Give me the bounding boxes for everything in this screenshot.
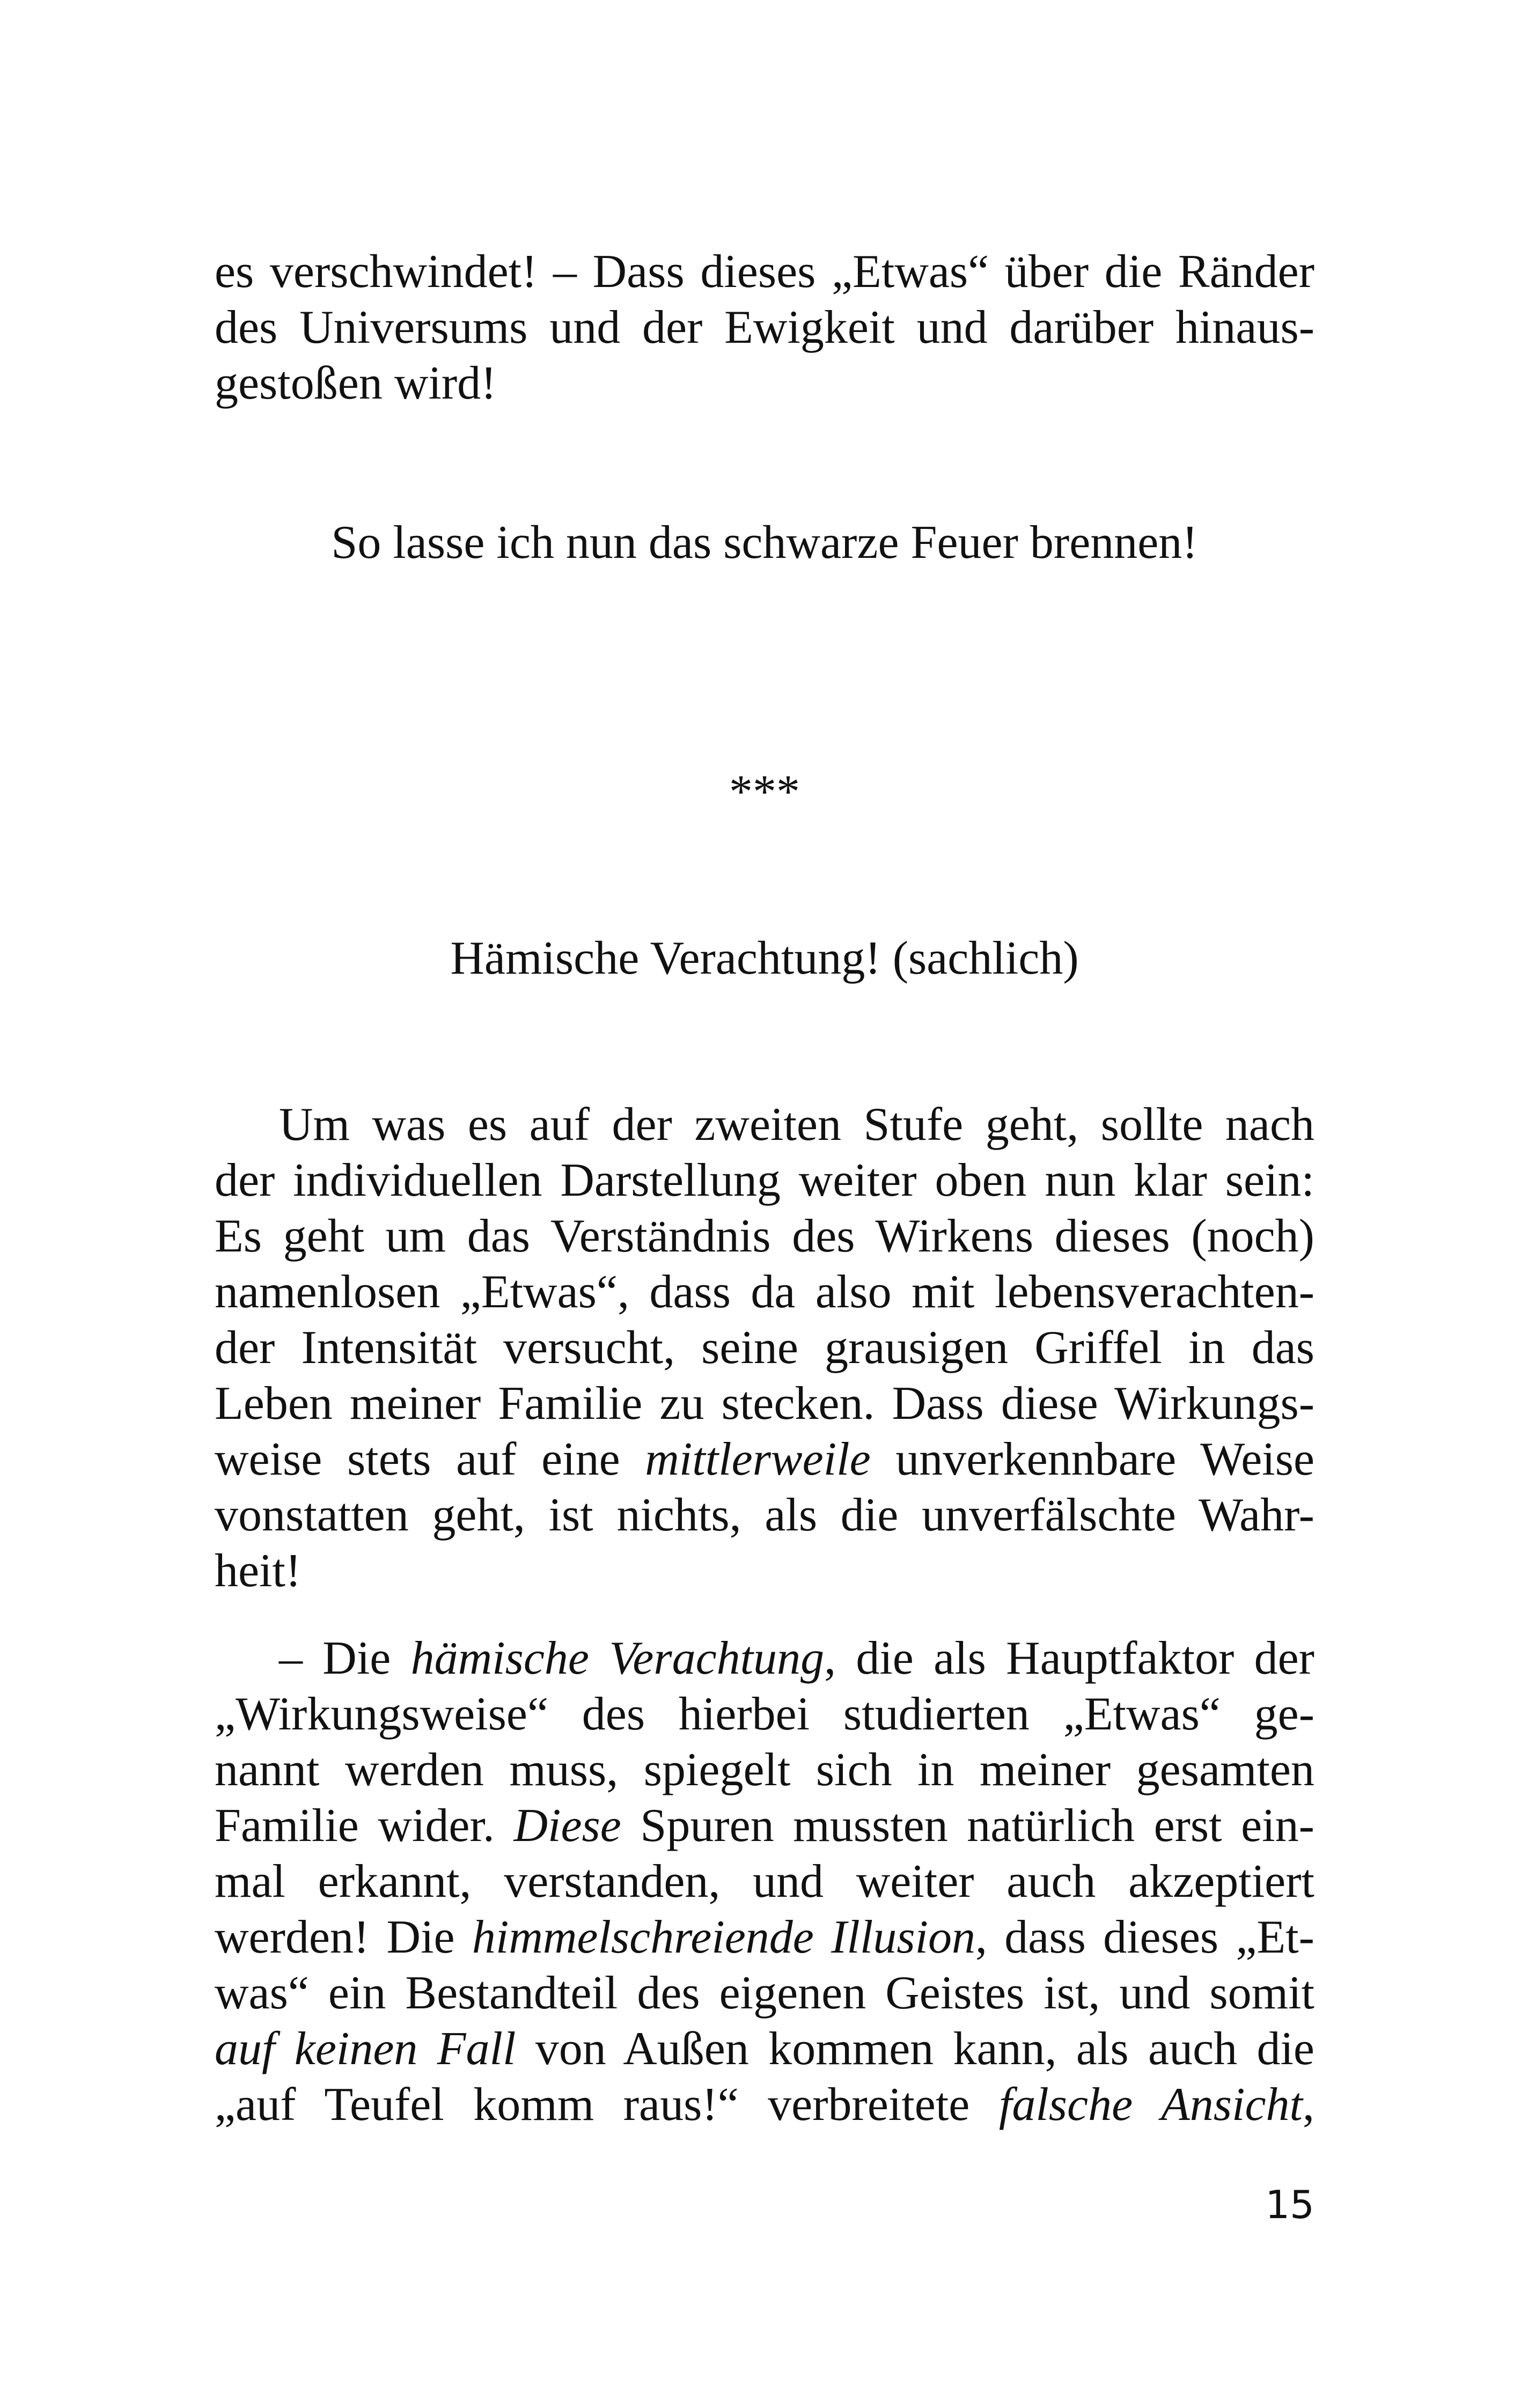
page-number: 15 [1265,2182,1314,2227]
intro-line: des Universums und der Ewigkeit und darüber hinaus- [215,301,1314,354]
emphasis: Diese [513,1800,621,1852]
paragraph-line: „Wirkungsweise“ des hierbei studierten „Etwas“ ge- [215,1688,1314,1740]
paragraph-line: weise stets auf eine mittlerweile unverkennbare Weise [215,1433,1314,1485]
emphasis: hämische Verachtung [410,1632,825,1684]
paragraph-line: „auf Teufel komm raus!“ verbreitete falsche Ansicht, [215,2079,1315,2131]
paragraph-line: – Die hämische Verachtung, die als Hauptfaktor der [279,1632,1314,1684]
emphasis: falsche Ansicht [998,2079,1303,2131]
paragraph-line: was“ ein Bestandteil des eigenen Geistes ist, und somit [215,1967,1314,2019]
fire-line: So lasse ich nun das schwarze Feuer brennen! [331,517,1198,569]
paragraph-line: auf keinen Fall von Außen kommen kann, als auch die [215,2023,1314,2075]
paragraph-line: nannt werden muss, spiegelt sich in meiner gesamten [215,1744,1314,1796]
paragraph-line: mal erkannt, verstanden, und weiter auch akzeptiert [215,1855,1314,1908]
paragraph-line: namenlosen „Etwas“, dass da also mit lebensverachten- [215,1266,1314,1318]
paragraph-line: der Intensität versucht, seine grausigen Griffel in das [215,1322,1314,1374]
intro-line: gestoßen wird! [215,357,497,409]
paragraph-2 [215,1631,1314,2133]
paragraph-line: werden! Die himmelschreiende Illusion, dass dieses „Et- [215,1911,1314,1963]
section-separator: *** [729,766,800,818]
emphasis: himmelschreiende Illusion [472,1911,976,1963]
emphasis: auf keinen Fall [215,2023,516,2075]
intro-paragraph [215,244,1314,411]
paragraph-line: Es geht um das Verständnis des Wirkens dieses (noch) [215,1210,1314,1262]
section-heading: Hämische Verachtung! (sachlich) [450,932,1079,984]
paragraph-line: Leben meiner Familie zu stecken. Dass diese Wirkungs- [215,1378,1314,1430]
paragraph-line: vonstatten geht, ist nichts, als die unverfälschte Wahr- [215,1489,1314,1541]
paragraph-line: Um was es auf der zweiten Stufe geht, sollte nach [279,1099,1314,1151]
intro-line: es verschwindet! – Dass dieses „Etwas“ über die Ränder [215,246,1314,298]
emphasis: mittlerweile [645,1433,871,1485]
paragraph-1 [215,1097,1314,1599]
paragraph-line: Familie wider. Diese Spuren mussten natürlich erst ein- [215,1800,1314,1852]
paragraph-line: der individuellen Darstellung weiter oben nun klar sein: [215,1154,1314,1206]
paragraph-line: heit! [215,1545,302,1597]
